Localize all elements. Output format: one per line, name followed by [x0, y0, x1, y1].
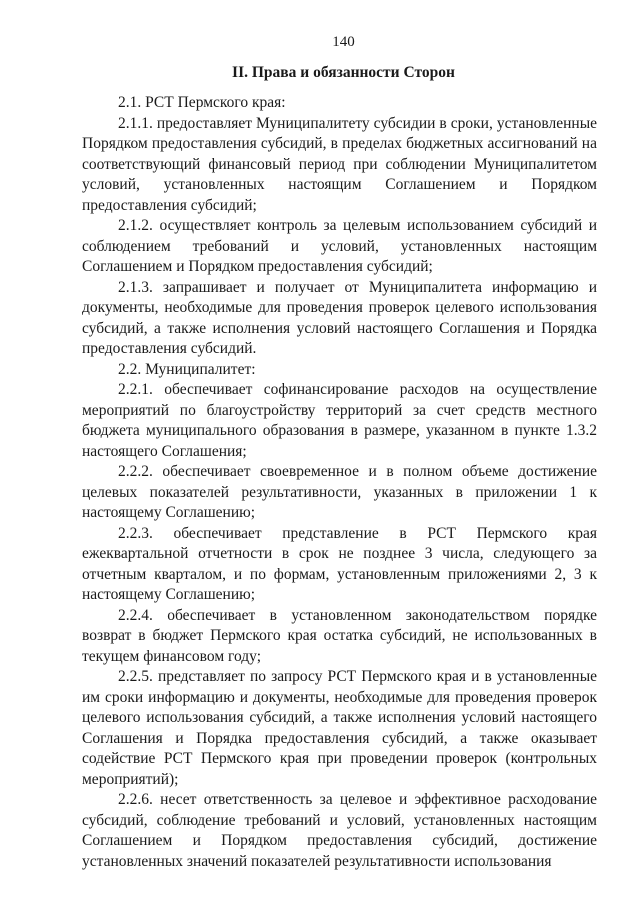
document-page [82, 32, 597, 872]
paragraph-2-1-3: 2.1.3. запрашивает и получает от Муниципалитета информацию и документы, необходимые для проведения проверок целевого использования субсидий, а также исполнения условий настоящего Соглашения и Порядка предоставления субсидий. [82, 278, 597, 357]
section-title: II. Права и обязанности Сторон [232, 64, 455, 81]
paragraph-2-2-2: 2.2.2. обеспечивает своевременное и в полном объеме достижение целевых показателей результативности, указанных в приложении 1 к настоящему Соглашению; [82, 463, 597, 521]
paragraph-2-2-3: 2.2.3. обеспечивает представление в РСТ Пермского края ежеквартальной отчетности в срок не позднее 3 числа, следующего за отчетным кварталом, и по формам, установленным приложениями 2, 3 к настоящему Соглашению; [82, 524, 597, 603]
paragraph-2-2: 2.2. Муниципалитет: [118, 360, 256, 378]
paragraph-2-2-5: 2.2.5. представляет по запросу РСТ Пермского края и в установленные им сроки информацию и документы, необходимые для проведения проверок целевого использования субсидий, а также исполнения условий настоящего Соглашения и Порядка предоставления субсидий, а также оказывает содействие РСТ Пермского края при проведении проверок (контрольных мероприятий); [82, 668, 597, 788]
paragraph-2-2-4: 2.2.4. обеспечивает в установленном законодательством порядке возврат в бюджет Пермского края остатка субсидий, не использованных в текущем финансовом году; [82, 606, 597, 665]
paragraph-2-2-6: 2.2.6. несет ответственность за целевое и эффективное расходование субсидий, соблюдение требований и условий, установленных настоящим Соглашением и Порядком предоставления субсидий, достижение установленных значений показателей результативности использования [82, 791, 597, 870]
paragraph-2-1-2: 2.1.2. осуществляет контроль за целевым использованием субсидий и соблюдением требований и условий, установленных настоящим Соглашением и Порядком предоставления субсидий; [82, 217, 597, 275]
paragraph-2-1-1: 2.1.1. предоставляет Муниципалитету субсидии в сроки, установленные Порядком предоставления субсидий, в пределах бюджетных ассигнований на соответствующий финансовый период при соблюдении Муниципалитетом условий, установленных настоящим Соглашением и Порядком предоставления субсидий; [82, 114, 597, 214]
page-number: 140 [332, 34, 355, 50]
paragraph-2-2-1: 2.2.1. обеспечивает софинансирование расходов на осуществление мероприятий по благоустройству территорий за счет средств местного бюджета муниципального образования в размере, указанном в пункте 1.3.2 настоящего Соглашения; [82, 381, 597, 460]
paragraph-2-1: 2.1. РСТ Пермского края: [118, 94, 286, 111]
